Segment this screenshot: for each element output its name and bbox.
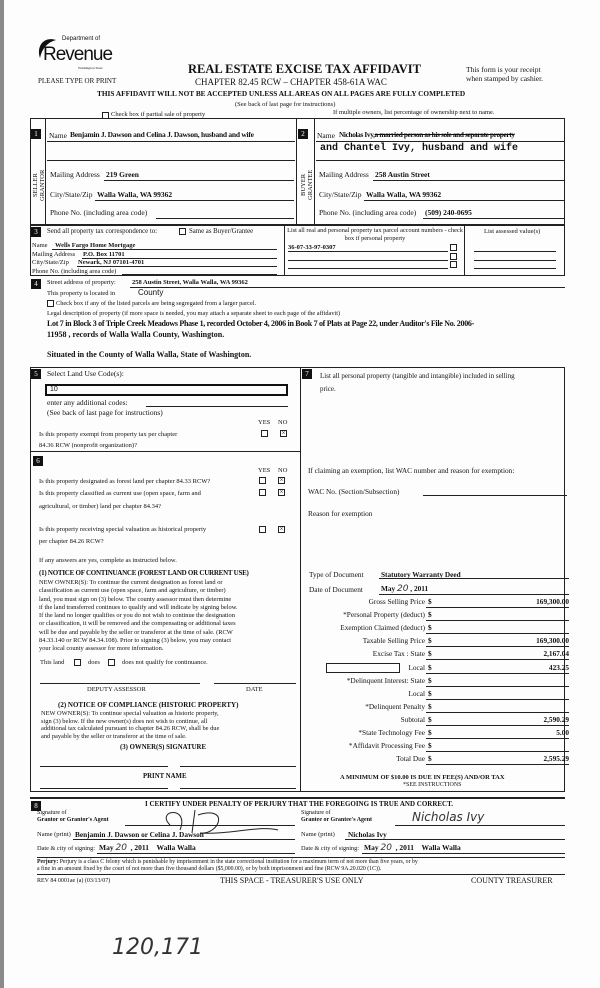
notice-line: and payable by the seller or transferor at the time of sale. [41,732,187,740]
question: per chapter 84.26 RCW? [39,538,104,545]
rule [130,287,565,288]
rule [426,699,569,700]
currency-sign: $ [428,597,432,606]
city: Walla Walla [156,843,196,852]
date-month: May [364,843,379,852]
amount-label: Taxable Selling Price [362,636,425,646]
grantor-print-name[interactable]: Benjamin J. Dawson or Celina J. Dawson [75,830,204,839]
rule [47,141,295,142]
county-field[interactable]: County [138,288,164,297]
seller-mailing-address[interactable]: 219 Green [106,170,139,179]
grantor-date-city[interactable] [99,843,196,853]
notice-line: land, you must sign on (3) below. The county assessor must then determine [39,595,232,603]
logo-sub-text: Washington State [78,66,103,70]
notice-line: NEW OWNER(S): To continue the current designation as forest land or [39,579,223,586]
assessed-value[interactable] [474,251,556,252]
receipt-note: when stamped by cashier. [466,74,544,83]
historic-yes-checkbox[interactable] [259,526,266,533]
legal-description: Situated in the County of Walla Walla, State of Washington. [47,350,252,359]
current-use-yes-checkbox[interactable] [259,489,266,496]
certification: I CERTIFY UNDER PENALTY OF PERJURY THAT THE FOREGOING IS TRUE AND CORRECT. [145,800,454,808]
forest-yes-checkbox[interactable] [259,477,266,484]
label: DATE [246,686,263,693]
personal-property-checkbox[interactable] [450,244,457,251]
currency-sign: $ [428,636,432,646]
divider [31,451,300,452]
chapter: CHAPTER 82.45 RCW – CHAPTER 458-61A WAC [195,77,387,87]
label: enter any additional codes: [47,398,128,407]
current-use-no-checkbox[interactable]: × [279,488,284,496]
amount-label: Gross Selling Price [368,597,425,606]
label: List all personal property (tangible and intangible) included in selling [320,372,515,380]
amount-label: Exemption Claimed (deduct) [340,623,425,633]
divider [296,118,297,225]
buyer-phone[interactable]: (509) 240-0695 [425,208,472,217]
label: Signature of [301,810,331,816]
label: Legal description of property (if more space is needed, you may attach a separate sheet to each page of the affidavit) [47,310,341,317]
currency-sign: $ [428,662,432,672]
handwritten-number: 120,171 [112,935,203,960]
date-year: , 2011 [130,843,150,852]
amount-value[interactable]: 169,300.00 [536,597,569,606]
question: Is this property exempt from property tax per chapter [39,431,178,438]
label: Name (print) [301,831,335,838]
question: agricultural, or timber) land per chapter 84.34? [39,503,162,510]
notice-line: additional tax calculated pursuant to chapter 84.26 RCW, shall be due [41,725,220,733]
label: Select Land Use Code(s): [47,369,124,378]
buyer-name-struck: a married person as his sole and separate property [374,130,515,139]
amount-label: *Personal Property (deduct) [343,610,425,620]
label: does not qualify for continuance. [122,659,208,666]
exempt-no-checkbox[interactable]: × [281,429,286,437]
rule [426,712,569,713]
parcel-header: List all real and personal property tax parcel account numbers - check box if personal property [287,227,463,242]
logo-top-text: Department of [62,36,101,42]
amount-label: Excise Tax : State [372,649,425,659]
section-number: 7 [302,369,312,379]
assessed-value[interactable] [474,268,556,269]
question: Is this property classified as current use (open space, farm and [39,490,201,497]
forest-no-checkbox[interactable]: × [279,476,284,484]
print-name-line[interactable] [180,788,296,789]
warning: THIS AFFIDAVIT WILL NOT BE ACCEPTED UNLESS ALL AREAS ON ALL PAGES ARE FULLY COMPLETED [97,89,466,98]
notice-line: or classification, it will be removed and the compensating or additional taxes [39,620,236,628]
tax-contact-city[interactable]: Newark, NJ 07101-4701 [78,259,145,266]
instruction: If any answers are yes, complete as instructed below. [39,557,177,564]
currency-sign: $ [428,610,432,620]
perjury-line: a fine in an amount fixed by the court of not more than five thousand dollars ($5,000.00), or by both imprisonment and fine (RCW 9A.20.020 (1C)). [37,866,382,872]
amount-label: *State Technology Fee [358,728,425,737]
amount-value[interactable]: 5.00 [556,728,569,737]
date-day: 20 [397,584,409,594]
currency-sign: $ [428,649,432,659]
legal-description: 11958 , records of Walla Walla County, Washington. [47,330,225,339]
rule [426,607,569,608]
deputy-assessor-signature[interactable] [40,683,200,684]
historic-no-checkbox[interactable]: × [279,525,284,533]
city: Walla Walla [421,843,461,852]
label: Send all property tax correspondence to: [47,228,158,235]
currency-sign: $ [428,714,432,724]
land-use-code-input[interactable]: 10 [45,384,288,396]
notice-compliance-title: (2) NOTICE OF COMPLIANCE (HISTORIC PROPERTY) [58,701,239,709]
date-day: 20 [115,843,127,853]
amount-label: *Delinquent Interest: State [346,675,425,685]
rule [288,260,448,261]
label: (See back of last page for instructions) [47,408,163,417]
grantee-signature-scrawl: Nicholas Ivy [412,810,485,824]
notice-continuance-title: (1) NOTICE OF CONTINUANCE (FOREST LAND OR CURRENT USE) [39,569,249,577]
rule [379,594,569,595]
section-number: 4 [31,279,41,289]
rule [379,578,569,579]
document-type[interactable]: Statutory Warranty Deed [381,570,461,579]
divider [284,225,285,276]
label: Date & city of signing: [301,845,360,852]
rule [364,200,565,201]
currency-sign: $ [428,754,432,764]
label: DEPUTY ASSESSOR [87,686,146,693]
receipt-note: This form is your receipt [466,65,541,74]
rule [426,633,569,634]
label: does [88,659,100,666]
parcel-number[interactable]: 36-07-33-97-0307 [288,244,336,251]
label: Date of Document [309,585,363,594]
form-number: REV 84 0001ae (a) (03/13/07) [37,878,111,884]
owner-signature-title: (3) OWNER(S) SIGNATURE [120,744,206,751]
currency-sign: $ [428,741,432,751]
currency-sign: $ [428,728,432,737]
label: Name [49,131,67,140]
see-instructions: *SEE INSTRUCTIONS [403,782,462,788]
buyer-city[interactable]: Walla Walla, WA 99362 [366,190,442,199]
rule [423,218,565,219]
label: This property is located in [47,290,116,297]
tax-contact-phone[interactable] [122,274,277,275]
amount-label: Local [408,662,425,672]
seller-name[interactable]: Benjamin J. Dawson and Celina J. Dawson, husband and wife [70,130,254,139]
exempt-yes-checkbox[interactable] [261,430,268,437]
divider [314,118,315,225]
assessor-date[interactable] [214,683,296,684]
label: Date & city of signing: [37,845,96,852]
grantee-date-city[interactable] [364,843,461,853]
tax-contact-address[interactable]: P.O. Box 11701 [83,250,125,258]
amount-value[interactable]: 2,590.29 [543,714,569,724]
label: Mailing Address [50,170,100,179]
same-as-buyer-checkbox[interactable] [179,228,186,235]
label: Name (print) [37,831,71,838]
divider [30,797,565,799]
label: Phone No. (including area code) [319,208,417,217]
date-year: , 2011 [395,843,415,852]
perjury-line [37,859,565,866]
amount-value[interactable]: 169,300.00 [536,636,569,646]
perjury-notice [37,857,565,875]
label: Mailing Address [319,170,369,179]
date-day: 20 [380,843,392,853]
currency-sign: $ [428,688,432,698]
notice-line: classification as current use (open space, farm and agriculture, or timber) [39,587,226,595]
currency-sign: $ [428,675,432,685]
section-number: 5 [31,369,41,379]
buyer-name-continued[interactable]: and Chantel Ivy, husband and wife [320,143,519,154]
buyer-label: BUYER GRANTEE [300,169,314,201]
question: 84.36 RCW (nonprofit organization)? [39,442,137,449]
seller-phone[interactable] [156,218,294,219]
perjury-label: Perjury: [37,859,59,865]
property-address[interactable]: 258 Austin Street, Walla Walla, WA 99362 [132,279,248,286]
buyer-mailing-address[interactable]: 258 Austin Street [375,170,430,179]
amount-label: Subtotal [400,714,425,724]
amount-label: Local [408,688,425,698]
does-not-qualify-checkbox[interactable] [108,659,115,666]
yes-header: YES [258,467,271,474]
owner-signature-line[interactable] [40,766,168,767]
rule [426,620,569,621]
rule [73,839,295,840]
rule [373,180,565,181]
rule [104,180,294,181]
rule [426,725,569,726]
label: WAC No. (Section/Subsection) [308,487,400,496]
rule [426,764,569,765]
section-number: 3 [31,227,41,237]
rule [426,751,569,752]
seller-label: SELLER GRANTOR [32,169,46,201]
amount-value[interactable]: 2,167.04 [543,649,569,659]
amount-value[interactable]: 423.25 [548,662,569,672]
rule [426,659,569,660]
currency-sign: $ [428,623,432,633]
form-title: REAL ESTATE EXCISE TAX AFFIDAVIT [188,62,421,76]
notice-line: NEW OWNER(S): To continue special valuation as historic property, [41,710,219,717]
please-type: PLEASE TYPE OR PRINT [38,77,117,85]
section-number: 2 [298,129,308,139]
amount-label: Total Due [396,754,425,764]
rule [47,160,295,161]
section-number: 6 [33,456,43,466]
label: Phone No. (including area code) [32,267,117,275]
additional-codes-input[interactable] [146,406,288,407]
label: City/State/Zip [50,190,93,199]
multiple-owners-note: If multiple owners, list percentage of ownership next to name. [333,109,495,116]
personal-property-checkbox[interactable] [450,261,457,268]
does-qualify-checkbox[interactable] [74,659,81,666]
date-year: , 2011 [410,584,429,593]
label: Name [317,131,335,140]
question: Is this property designated as forest land per chapter 84.33 RCW? [39,478,211,485]
currency-sign: $ [428,701,432,711]
notice-line: your local county assessor for more information. [39,645,164,653]
buyer-name-text: Nicholas Ivy, [339,130,375,139]
rule [316,160,565,161]
segregated-checkbox[interactable] [47,300,54,307]
rule [426,673,569,674]
label: Mailing Address [32,250,76,258]
question: Is this property receiving special valuation as historical property [39,526,207,533]
minimum-due-note: A MINIMUM OF $10.00 IS DUE IN FEE(S) AND/OR TAX [340,774,505,781]
label: Name [32,242,48,249]
notice-line: sign (3) below. If the new owner(s) does not wish to continue, all [41,717,208,725]
no-header: NO [278,419,288,426]
scan-edge [0,0,4,988]
rule [95,200,294,201]
amount-label: *Affidavit Processing Fee [348,741,425,751]
label: Reason for exemption [308,509,373,518]
notice-continuance-text [39,579,238,654]
divider [45,118,46,225]
label: Street address of property: [47,279,116,286]
label: PRINT NAME [143,773,187,780]
rule [426,686,569,687]
grantee-print-name[interactable]: Nicholas Ivy [348,830,387,839]
label: Type of Document [309,570,364,579]
partial-sale-label: Check box if partial sale of property [111,111,206,118]
notice-line: If the land no longer qualifies or you do not wish to continue the designation [39,612,235,620]
legal-description: Lot 7 in Block 3 of Triple Creek Meadows Phase 1, recorded October 4, 2006 in Book 7 of Plats at Page 22, under Auditor's File No. 2006- [47,319,474,328]
label: This land [40,659,65,666]
notice-line: if the land transferred continues to qualify and will indicate by signing below. [39,603,238,611]
rule [288,268,448,269]
buyer-name[interactable] [339,130,515,139]
notice-line: 84.33.140 or RCW 84.34.108). Prior to signing (3) below, you may contact [39,637,232,645]
label: Grantee or Grantee's Agent [301,817,373,823]
treasurer-use: THIS SPACE - TREASURER'S USE ONLY [220,876,364,885]
personal-property-checkbox[interactable] [450,253,457,260]
amount-value[interactable]: 2,595.29 [543,754,569,764]
owner-signature-line[interactable] [180,766,296,767]
assessed-value[interactable] [474,260,556,261]
notice-compliance-text [41,710,219,740]
yes-header: YES [258,419,271,426]
rule [97,853,295,854]
local-code-input[interactable] [326,663,400,673]
instructions-note: (See back of last page for instructions) [235,101,336,108]
assessed-header: List assessed value(s) [484,228,541,235]
document-date[interactable] [381,584,428,594]
wac-input[interactable] [423,495,567,496]
label: Same as Buyer/Grantee [189,228,254,235]
label: City/State/Zip [319,190,362,199]
label: price. [320,385,336,393]
label: Grantor or Grantor's Agent [37,817,109,823]
county-treasurer: COUNTY TREASURER [471,876,553,885]
rule [362,853,565,854]
divider [464,225,465,276]
section-number: 1 [31,129,41,139]
tax-contact-name[interactable]: Wells Fargo Home Mortgage [55,242,136,249]
perjury-text: Perjury is a class C felony which is punishable by imprisonment in the state correctional institution for a maximum term of not more than five years, or by [59,859,418,865]
label: If claiming an exemption, list WAC number and reason for exemption: [308,466,515,475]
label: Check box if any of the listed parcels are being segregated from a larger parcel. [56,300,257,307]
rule [426,738,569,739]
rule [426,646,569,647]
section-number: 8 [31,801,41,811]
print-name-line[interactable] [40,788,168,789]
label: City/State/Zip [32,259,69,266]
date-month: May [381,584,396,593]
amount-label: *Delinquent Penalty [365,701,425,711]
logo-main-text: Revenue [43,44,113,65]
rule [345,839,565,840]
rule [288,251,448,252]
seller-city[interactable]: Walla Walla, WA 99362 [97,190,173,199]
label: Signature of [37,810,67,816]
grantee-signature[interactable] [395,825,565,826]
rule [316,141,565,142]
label: Phone No. (including area code) [50,208,148,217]
notice-line: will be due and payable by the seller or transferor at the time of sale. (RCW [39,628,233,636]
date-month: May [99,843,114,852]
no-header: NO [278,467,288,474]
